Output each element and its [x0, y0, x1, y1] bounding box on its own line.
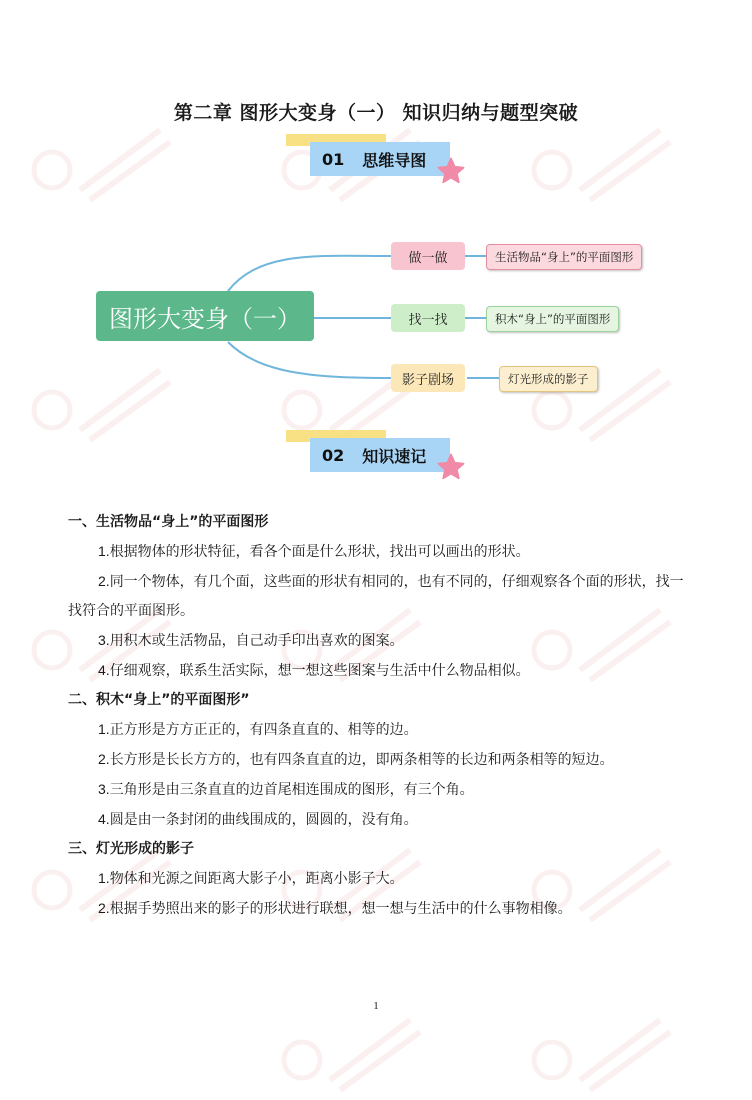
item-text: 圆是由一条封闭的曲线围成的，圆圆的，没有角。	[109, 812, 418, 828]
knowledge-heading: 二、积木“身上”的平面图形”	[68, 692, 250, 708]
section-badge-knowledge	[286, 430, 486, 490]
knowledge-heading: 三、灯光形成的影子	[68, 841, 194, 857]
star-icon	[436, 156, 466, 186]
item-number: 2.	[98, 573, 110, 589]
knowledge-item	[68, 537, 694, 567]
item-number: 1.	[98, 721, 110, 737]
connector-root-to-branch-1	[228, 256, 391, 291]
knowledge-item	[68, 775, 694, 805]
mindmap-leaf-node: 灯光形成的影子	[499, 366, 598, 392]
item-number: 3.	[98, 632, 110, 648]
knowledge-item	[68, 626, 694, 656]
knowledge-item	[68, 567, 694, 626]
item-number: 3.	[98, 781, 110, 797]
section-badge-mindmap	[286, 134, 486, 194]
item-number: 4.	[98, 662, 110, 678]
item-text: 同一个物体，有几个面，这些面的形状有相同的，也有不同的，仔细观察各个面的形状，找一找符合的平面图形。	[68, 574, 684, 619]
knowledge-item	[68, 864, 694, 894]
item-text: 三角形是由三条直直的边首尾相连围成的图形，有三个角。	[109, 782, 474, 798]
item-text: 仔细观察，联系生活实际，想一想这些图案与生活中什么物品相似。	[109, 663, 530, 679]
mindmap-branch-node: 做一做	[391, 242, 465, 270]
page-title: 第二章 图形大变身（一） 知识归纳与题型突破	[173, 102, 579, 124]
mindmap-leaf-node: 积木“身上”的平面图形	[486, 306, 619, 332]
badge-box	[310, 438, 450, 472]
knowledge-item	[68, 805, 694, 835]
badge-box	[310, 142, 450, 176]
watermark-logo	[530, 120, 680, 210]
item-text: 物体和光源之间距离大影子小，距离小影子大。	[109, 871, 404, 887]
section-label: 思维导图	[362, 150, 427, 170]
knowledge-item	[68, 745, 694, 775]
item-number: 1.	[98, 543, 110, 559]
knowledge-heading: 一、生活物品“身上”的平面图形	[68, 514, 269, 530]
section-number: 02	[322, 445, 345, 465]
item-text: 根据物体的形状特征，看各个面是什么形状，找出可以画出的形状。	[109, 544, 530, 560]
knowledge-item	[68, 894, 694, 924]
item-text: 根据手势照出来的影子的形状进行联想，想一想与生活中的什么事物相像。	[109, 901, 572, 917]
mindmap-branch-node: 找一找	[391, 304, 465, 332]
page-number: 1	[373, 1000, 379, 1012]
item-text: 长方形是长长方方的，也有四条直直的边，即两条相等的长边和两条相等的短边。	[109, 752, 614, 768]
watermark-logo	[530, 1010, 680, 1100]
item-number: 4.	[98, 811, 110, 827]
section-number: 01	[322, 149, 345, 169]
knowledge-item	[68, 715, 694, 745]
connector-root-to-branch-3	[228, 342, 391, 378]
star-icon	[436, 452, 466, 482]
watermark-logo	[280, 1010, 430, 1100]
mindmap-leaf-node: 生活物品“身上”的平面图形	[486, 244, 642, 270]
item-number: 2.	[98, 900, 110, 916]
item-number: 2.	[98, 751, 110, 767]
item-text: 用积木或生活物品，自己动手印出喜欢的图案。	[109, 633, 404, 649]
item-text: 正方形是方方正正的，有四条直直的、相等的边。	[109, 722, 418, 738]
section-label: 知识速记	[362, 446, 427, 466]
watermark-logo	[30, 120, 180, 210]
item-number: 1.	[98, 870, 110, 886]
knowledge-notes	[68, 508, 694, 924]
knowledge-item	[68, 656, 694, 686]
mindmap-branch-node: 影子剧场	[391, 364, 465, 392]
mindmap-root-node: 图形大变身（一）	[96, 291, 314, 341]
